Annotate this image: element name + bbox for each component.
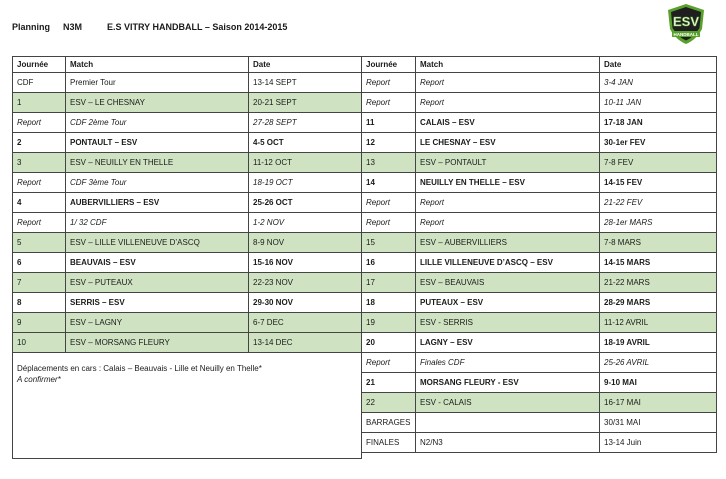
journee-cell: Report	[362, 353, 416, 373]
journee-cell: BARRAGES	[362, 413, 416, 433]
date-cell: 6-7 DEC	[249, 313, 362, 333]
date-cell: 15-16 NOV	[249, 253, 362, 273]
match-cell: N2/N3	[416, 433, 600, 453]
date-cell: 18-19 OCT	[249, 173, 362, 193]
column-header-date: Date	[600, 57, 717, 73]
table-row	[13, 293, 362, 313]
journee-cell: CDF	[13, 73, 66, 93]
match-cell: ESV – BEAUVAIS	[416, 273, 600, 293]
table-row	[362, 133, 717, 153]
table-row	[362, 173, 717, 193]
journee-cell: 12	[362, 133, 416, 153]
date-cell: 21-22 FEV	[600, 193, 717, 213]
club-logo	[666, 3, 706, 45]
match-cell: AUBERVILLIERS – ESV	[66, 193, 249, 213]
match-cell: CDF 2ème Tour	[66, 113, 249, 133]
match-cell: Report	[416, 193, 600, 213]
journee-cell: 16	[362, 253, 416, 273]
logo-text: ESV	[672, 14, 700, 29]
match-cell: NEUILLY EN THELLE – ESV	[416, 173, 600, 193]
journee-cell: Report	[362, 213, 416, 233]
table-row	[13, 113, 362, 133]
journee-cell: 18	[362, 293, 416, 313]
table-row	[13, 233, 362, 253]
date-cell: 13-14 SEPT	[249, 73, 362, 93]
table-header-row	[362, 57, 717, 73]
match-cell: ESV – PONTAULT	[416, 153, 600, 173]
table-row	[362, 273, 717, 293]
table-row	[362, 113, 717, 133]
table-row	[362, 413, 717, 433]
logo-banner: HANDBALL	[673, 32, 699, 37]
journee-cell: 6	[13, 253, 66, 273]
date-cell: 20-21 SEPT	[249, 93, 362, 113]
match-cell: ESV – NEUILLY EN THELLE	[66, 153, 249, 173]
match-cell: Report	[416, 73, 600, 93]
date-cell: 13-14 Juin	[600, 433, 717, 453]
table-row	[362, 353, 717, 373]
date-cell: 7-8 MARS	[600, 233, 717, 253]
journee-cell: Report	[362, 73, 416, 93]
note-cell	[13, 353, 362, 459]
table-row	[362, 213, 717, 233]
date-cell: 7-8 FEV	[600, 153, 717, 173]
table-row	[13, 93, 362, 113]
table-row	[13, 153, 362, 173]
table-row	[13, 173, 362, 193]
match-cell: CDF 3ème Tour	[66, 173, 249, 193]
journee-cell: 8	[13, 293, 66, 313]
journee-cell: Report	[13, 173, 66, 193]
match-cell: BEAUVAIS – ESV	[66, 253, 249, 273]
division-label: N3M	[63, 22, 83, 32]
match-cell: PUTEAUX – ESV	[416, 293, 600, 313]
date-cell: 17-18 JAN	[600, 113, 717, 133]
match-cell: ESV – AUBERVILLIERS	[416, 233, 600, 253]
date-cell: 3-4 JAN	[600, 73, 717, 93]
note-row	[13, 353, 362, 459]
left-schedule-table	[12, 56, 362, 459]
table-row	[13, 193, 362, 213]
date-cell: 11-12 AVRIL	[600, 313, 717, 333]
match-cell: ESV – LAGNY	[66, 313, 249, 333]
journee-cell: 10	[13, 333, 66, 353]
page-title: E.S VITRY HANDBALL – Saison 2014-2015	[107, 22, 288, 32]
date-cell: 14-15 FEV	[600, 173, 717, 193]
table-row	[13, 313, 362, 333]
journee-cell: 15	[362, 233, 416, 253]
table-row	[362, 73, 717, 93]
match-cell: Report	[416, 213, 600, 233]
match-cell: ESV – MORSANG FLEURY	[66, 333, 249, 353]
date-cell: 27-28 SEPT	[249, 113, 362, 133]
date-cell: 29-30 NOV	[249, 293, 362, 313]
match-cell: PONTAULT – ESV	[66, 133, 249, 153]
match-cell: 1/ 32 CDF	[66, 213, 249, 233]
match-cell: Premier Tour	[66, 73, 249, 93]
date-cell: 21-22 MARS	[600, 273, 717, 293]
match-cell: Finales CDF	[416, 353, 600, 373]
match-cell: LILLE VILLENEUVE D’ASCQ – ESV	[416, 253, 600, 273]
journee-cell: Report	[362, 93, 416, 113]
travel-note: Déplacements en cars : Calais – Beauvais - Lille et Neuilly en Thelle*	[17, 364, 262, 373]
table-row	[362, 253, 717, 273]
journee-cell: 11	[362, 113, 416, 133]
table-row	[362, 233, 717, 253]
table-row	[362, 93, 717, 113]
match-cell: ESV – PUTEAUX	[66, 273, 249, 293]
table-row	[362, 153, 717, 173]
confirm-note: A confirmer*	[17, 375, 61, 384]
date-cell: 11-12 OCT	[249, 153, 362, 173]
match-cell: ESV - CALAIS	[416, 393, 600, 413]
date-cell: 30-1er FEV	[600, 133, 717, 153]
date-cell: 1-2 NOV	[249, 213, 362, 233]
date-cell: 14-15 MARS	[600, 253, 717, 273]
match-cell: MORSANG FLEURY - ESV	[416, 373, 600, 393]
column-header-journee: Journée	[362, 57, 416, 73]
match-cell: LE CHESNAY – ESV	[416, 133, 600, 153]
table-row	[362, 313, 717, 333]
match-cell: Report	[416, 93, 600, 113]
table-row	[362, 373, 717, 393]
table-row	[13, 73, 362, 93]
journee-cell: 19	[362, 313, 416, 333]
date-cell: 13-14 DEC	[249, 333, 362, 353]
match-cell: CALAIS – ESV	[416, 113, 600, 133]
table-row	[362, 393, 717, 413]
match-cell: ESV - SERRIS	[416, 313, 600, 333]
date-cell: 18-19 AVRIL	[600, 333, 717, 353]
journee-cell: Report	[362, 193, 416, 213]
date-cell: 28-1er MARS	[600, 213, 717, 233]
table-row	[13, 273, 362, 293]
date-cell: 10-11 JAN	[600, 93, 717, 113]
right-schedule-table	[361, 56, 717, 453]
table-row	[362, 193, 717, 213]
match-cell	[416, 413, 600, 433]
journee-cell: FINALES	[362, 433, 416, 453]
date-cell: 16-17 MAI	[600, 393, 717, 413]
journee-cell: 21	[362, 373, 416, 393]
match-cell: LAGNY – ESV	[416, 333, 600, 353]
table-header-row	[13, 57, 362, 73]
table-row	[13, 333, 362, 353]
journee-cell: 7	[13, 273, 66, 293]
date-cell: 22-23 NOV	[249, 273, 362, 293]
table-row	[13, 253, 362, 273]
date-cell: 4-5 OCT	[249, 133, 362, 153]
match-cell: ESV – LILLE VILLENEUVE D’ASCQ	[66, 233, 249, 253]
date-cell: 25-26 AVRIL	[600, 353, 717, 373]
journee-cell: 1	[13, 93, 66, 113]
table-row	[362, 433, 717, 453]
page-header	[12, 22, 287, 32]
journee-cell: 2	[13, 133, 66, 153]
date-cell: 8-9 NOV	[249, 233, 362, 253]
table-row	[362, 293, 717, 313]
journee-cell: Report	[13, 213, 66, 233]
journee-cell: Report	[13, 113, 66, 133]
journee-cell: 3	[13, 153, 66, 173]
table-row	[362, 333, 717, 353]
planning-label: Planning	[12, 22, 50, 32]
journee-cell: 5	[13, 233, 66, 253]
date-cell: 25-26 OCT	[249, 193, 362, 213]
table-row	[13, 133, 362, 153]
match-cell: SERRIS – ESV	[66, 293, 249, 313]
column-header-match: Match	[66, 57, 249, 73]
journee-cell: 9	[13, 313, 66, 333]
journee-cell: 17	[362, 273, 416, 293]
journee-cell: 4	[13, 193, 66, 213]
date-cell: 28-29 MARS	[600, 293, 717, 313]
column-header-journee: Journée	[13, 57, 66, 73]
date-cell: 30/31 MAI	[600, 413, 717, 433]
column-header-match: Match	[416, 57, 600, 73]
journee-cell: 22	[362, 393, 416, 413]
match-cell: ESV – LE CHESNAY	[66, 93, 249, 113]
journee-cell: 13	[362, 153, 416, 173]
journee-cell: 14	[362, 173, 416, 193]
date-cell: 9-10 MAI	[600, 373, 717, 393]
column-header-date: Date	[249, 57, 362, 73]
journee-cell: 20	[362, 333, 416, 353]
table-row	[13, 213, 362, 233]
